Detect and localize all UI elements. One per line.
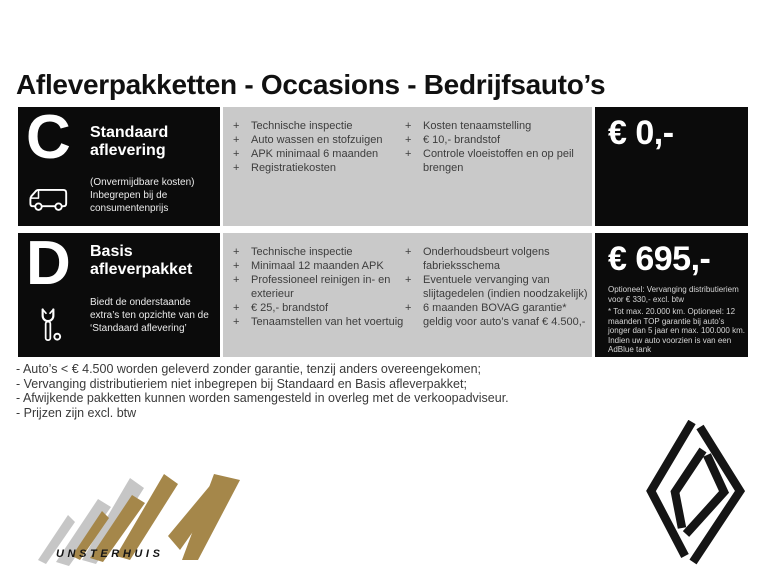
items-column-1 <box>233 245 405 329</box>
list-item: + Technische inspectie <box>233 120 353 132</box>
package-row-standaard <box>18 103 748 226</box>
package-name: Standaard aflevering <box>90 124 169 159</box>
munsterhuis-logo <box>18 462 258 572</box>
list-item: + Kosten tenaamstelling <box>405 120 532 132</box>
list-item: + Controle vloeistoffen en op peil brengen <box>405 148 574 174</box>
list-item: + Eventuele vervanging van slijtagedelen (indien noodzakelijk) <box>405 274 588 300</box>
list-item: + Auto wassen en stofzuigen <box>233 134 383 146</box>
dealer-wordmark: UNSTERHUIS <box>56 548 164 560</box>
package-items-panel <box>223 107 592 226</box>
footnote-line: - Auto’s < € 4.500 worden geleverd zonder garantie, tenzij anders overeengekomen; <box>16 362 482 376</box>
list-item: + Onderhoudsbeurt volgens fabrieksschema <box>405 246 550 272</box>
package-header-panel <box>18 229 220 357</box>
package-price: € 0,- <box>608 114 674 152</box>
price-notes <box>608 285 746 358</box>
list-item: + Minimaal 12 maanden APK <box>233 260 384 272</box>
package-description: (Onvermijdbare kosten) Inbegrepen bij de consumentenprijs <box>90 177 195 215</box>
package-items-panel <box>223 233 592 357</box>
list-item: + Professioneel reinigen in- en exterieur <box>233 274 391 300</box>
package-letter: C <box>26 103 71 172</box>
page-title: Afleverpakketten - Occasions - Bedrijfsauto’s <box>16 68 606 100</box>
footnote-line: - Prijzen zijn excl. btw <box>16 405 137 420</box>
renault-logo <box>640 420 750 575</box>
list-item: + Registratiekosten <box>233 162 336 174</box>
package-name: Basis afleverpakket <box>90 243 193 278</box>
package-price-panel <box>595 233 748 357</box>
list-item: + APK minimaal 6 maanden <box>233 148 379 160</box>
package-price-panel <box>595 107 748 226</box>
footnotes <box>16 362 509 420</box>
items-column-2 <box>405 119 592 175</box>
package-header-panel <box>18 103 220 226</box>
package-description: Biedt de onderstaande extra’s ten opzichte van de ‘Standaard aflevering’ <box>90 297 209 335</box>
list-item: + Tenaamstellen van het voertuig <box>233 316 404 328</box>
list-item: + € 25,- brandstof <box>233 302 329 314</box>
footnote-line: - Afwijkende pakketten kunnen worden samengesteld in overleg met de verkoopadviseur. <box>16 391 509 405</box>
van-icon <box>28 186 70 219</box>
footnote-line: - Vervanging distributieriem niet inbegrepen bij Standaard en Basis afleverpakket; <box>16 376 467 391</box>
list-item: + Technische inspectie <box>233 246 353 258</box>
list-item: + 6 maanden BOVAG garantie* geldig voor auto’s vanaf € 4.500,- <box>405 302 586 328</box>
price-note: Optioneel: Vervanging distributieriem voor € 330,- excl. btw <box>608 285 739 304</box>
package-price: € 695,- <box>608 240 711 278</box>
wrench-icon <box>33 307 63 348</box>
list-item: + € 10,- brandstof <box>405 134 501 146</box>
package-row-basis <box>18 229 748 357</box>
price-note: * Tot max. 20.000 km. Optioneel: 12 maanden TOP garantie bij auto’s jonger dan 5 jaar en max. 100.000 km. Indien uw auto voorzien is van een AdBlue tank <box>608 307 745 354</box>
items-column-1 <box>233 119 405 175</box>
items-column-2 <box>405 245 592 329</box>
package-letter: D <box>26 229 71 298</box>
